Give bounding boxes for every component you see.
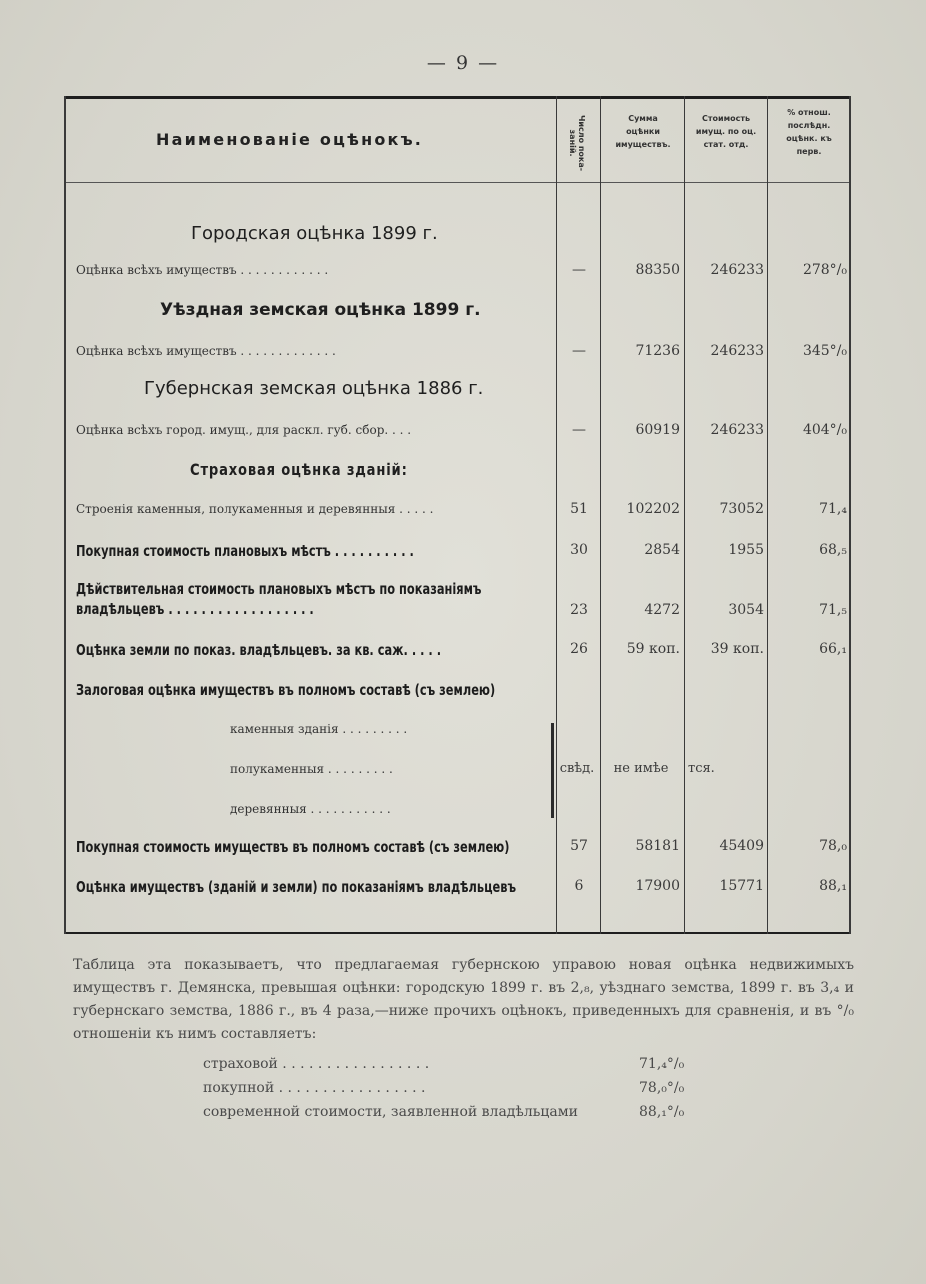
row-pct: 278°/₀ (802, 262, 847, 278)
row-label: Оцѣнка имуществъ (зданій и земли) по показаніямъ владѣльцевъ (76, 878, 517, 896)
summary-label: покупной . . . . . . . . . . . . . . . . . (203, 1080, 426, 1096)
mortgage-item-halfstone: полукаменныя . . . . . . . . . (230, 762, 393, 776)
row-cost: 246233 (710, 343, 764, 359)
row-pct: 68,₅ (819, 542, 847, 558)
col-rule-4 (767, 96, 768, 934)
summary-value: 88,₁°/₀ (639, 1104, 685, 1120)
header-cost: Стоимость имущ. по оц. стат. отд. (695, 114, 757, 149)
row-label: Строенія каменныя, полукаменныя и деревянныя . . . . . (76, 502, 434, 516)
row-cost: 246233 (710, 422, 764, 438)
row-cost: 3054 (728, 602, 764, 618)
mortgage-item-stone: каменныя зданія . . . . . . . . . (230, 722, 408, 736)
row-label: Дѣйствительная стоимость плановыхъ мѣстъ по показаніямъ (76, 580, 482, 598)
row-count: 30 (570, 542, 588, 558)
row-pct: 78,₀ (819, 838, 847, 854)
valuation-table (64, 96, 851, 934)
no-info-1: свѣд. (559, 761, 595, 776)
section-insurance: Страховая оцѣнка зданій: (190, 460, 408, 479)
row-count: 57 (570, 838, 588, 854)
row-pct: 345°/₀ (802, 343, 847, 359)
row-sum: 17900 (635, 878, 680, 894)
row-pct: 71,₅ (819, 602, 847, 618)
col-rule-3 (684, 96, 685, 934)
row-sum: 4272 (644, 602, 680, 618)
row-count: 51 (570, 501, 588, 517)
summary-item (203, 1052, 703, 1076)
row-label: Оцѣнка всѣхъ имуществъ . . . . . . . . . . . . (76, 263, 329, 277)
explanatory-paragraph: Таблица эта показываетъ, что предлагаемая губернскою управою новая оцѣнка недвижимыхъ имуществъ г. Демянска, превышая оцѣнки: городскую 1899 г. въ 2,₈, уѣзднаго земства, 1899 г. въ 3,₄ и губернскаго земства, 1886 г., въ 4 раза,—ниже прочихъ оцѣнокъ, приведенныхъ для сравненія, и въ °/₀ отношеніи къ нимъ составляетъ: (73, 957, 854, 1042)
table-right-rule (849, 96, 851, 934)
section-uezd: Уѣздная земская оцѣнка 1899 г. (160, 300, 481, 320)
row-pct: 404°/₀ (802, 422, 847, 438)
summary-item (203, 1100, 703, 1124)
col-rule-2 (600, 96, 601, 934)
table-top-rule (64, 96, 851, 99)
table-left-rule (64, 96, 66, 934)
page-number: — 9 — (426, 52, 500, 74)
row-pct: 88,₁ (819, 878, 847, 894)
row-cost: 45409 (719, 838, 764, 854)
no-info-2: не имѣе (613, 761, 669, 776)
row-label: Покупная стоимость имуществъ въ полномъ составѣ (съ землею) (76, 838, 510, 856)
row-count: 26 (570, 641, 588, 657)
summary-list (203, 1052, 703, 1124)
col-rule-1 (556, 96, 557, 934)
row-sum: 2854 (644, 542, 680, 558)
mortgage-title: Залоговая оцѣнка имуществъ въ полномъ составѣ (съ землею) (76, 681, 496, 699)
header-count-text: Число пока- заній. (568, 114, 586, 172)
row-label-continued: владѣльцевъ . . . . . . . . . . . . . . . . . . (76, 600, 314, 618)
row-label: Оцѣнка земли по показ. владѣльцевъ. за кв. саж. . . . . (76, 641, 442, 659)
row-sum: 59 коп. (626, 641, 680, 657)
row-cost: 39 коп. (710, 641, 764, 657)
row-count: 23 (570, 602, 588, 618)
header-rule (64, 182, 851, 183)
table-bottom-rule (64, 932, 851, 934)
row-pct: 71,₄ (819, 501, 847, 517)
row-sum: 102202 (626, 501, 680, 517)
header-sum: Сумма оцѣнки имуществъ. (615, 114, 671, 149)
row-label: Оцѣнка всѣхъ имуществъ . . . . . . . . . . . . . (76, 344, 336, 358)
section-gub: Губернская земская оцѣнка 1886 г. (144, 378, 484, 399)
row-label: Оцѣнка всѣхъ город. имущ., для раскл. губ. сбор. . . . (76, 423, 412, 437)
row-count: 6 (574, 878, 584, 894)
summary-label: современной стоимости, заявленной владѣльцами (203, 1104, 578, 1120)
mortgage-item-wood: деревянныя . . . . . . . . . . . (230, 802, 391, 816)
row-cost: 15771 (719, 878, 764, 894)
row-pct: 66,₁ (819, 641, 847, 657)
section-city: Городская оцѣнка 1899 г. (191, 223, 438, 244)
summary-item (203, 1076, 703, 1100)
header-name: Наименованіе оцѣнокъ. (156, 130, 424, 149)
row-sum: 88350 (635, 262, 680, 278)
row-count: — (572, 343, 586, 359)
row-sum: 60919 (635, 422, 680, 438)
summary-value: 78,₀°/₀ (639, 1080, 685, 1096)
row-count: — (572, 262, 586, 278)
row-cost: 73052 (719, 501, 764, 517)
header-count (560, 106, 594, 180)
header-pct: % отнош. послѣдн. оцѣнк. къ перв. (786, 108, 832, 156)
no-info-3: тся. (688, 761, 715, 776)
summary-value: 71,₄°/₀ (639, 1056, 685, 1072)
summary-label: страховой . . . . . . . . . . . . . . . . . (203, 1056, 430, 1072)
row-sum: 58181 (635, 838, 680, 854)
row-count: — (572, 422, 586, 438)
row-sum: 71236 (635, 343, 680, 359)
row-cost: 1955 (728, 542, 764, 558)
row-cost: 246233 (710, 262, 764, 278)
row-label: Покупная стоимость плановыхъ мѣстъ . . . . . . . . . . (76, 542, 414, 560)
